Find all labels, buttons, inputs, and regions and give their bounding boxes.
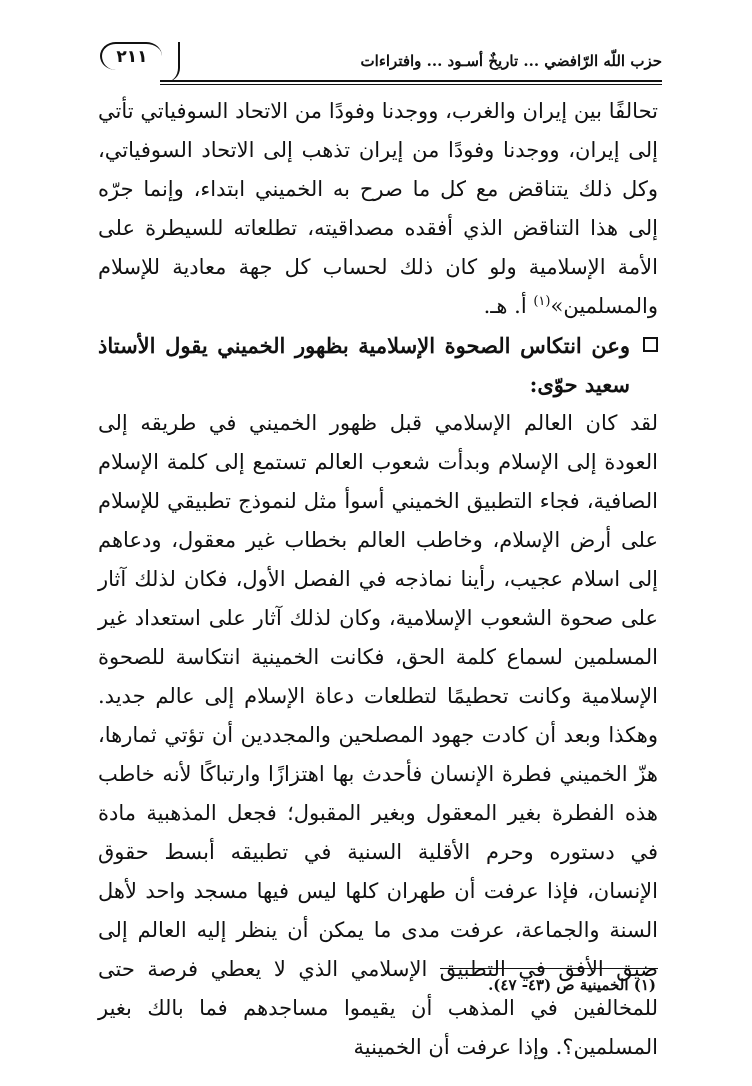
page-number: ٢١١ — [116, 47, 148, 67]
paragraph-text: تحالفًا بين إيران والغرب، ووجدنا وفودًا من الاتحاد السوفياتي تأتي إلى إيران، ووجدنا وفودًا من إيران تذهب إلى الاتحاد السوفياتي، وكل ذلك يتناقض مع كل ما صرح به الخميني ابتداء، وإنما جرّه إلى هذا التناقض الذي أفقده مصداقيته، تطلعاته للسيطرة على الأمة الإسلامية ولو كان ذلك لحساب كل جهة معادية للإسلام والمسلمين» — [98, 99, 658, 318]
running-title: حزب اللّه الرّافضي ... تاريخٌ أسـود ... وافتراءات — [360, 52, 662, 70]
paragraph-quote-continuation — [98, 92, 658, 326]
heading-text: وعن انتكاس الصحوة الإسلامية بظهور الخميني يقول الأستاذ سعيد حوّى: — [98, 333, 630, 397]
body-text — [98, 92, 658, 1067]
abbreviation-end: أ. هـ. — [483, 294, 534, 318]
footnote-rule — [440, 968, 658, 969]
footnote-reference: (١) — [533, 294, 551, 309]
header-corner-ornament — [158, 42, 180, 82]
section-heading — [98, 326, 658, 404]
footnote: (١) الخمينية ص (٤٣- ٤٧). — [488, 976, 656, 994]
header-rule — [160, 80, 662, 82]
paragraph-text: لقد كان العالم الإسلامي قبل ظهور الخميني في طريقه إلى العودة إلى الإسلام وبدأت شعوب العالم تستمع إلى كلمة الإسلام الصافية، فجاء التطبيق الخميني أسوأ مثل لنموذج تطبيقي للإسلام على أرض الإسلام، وخاطب العالم بخطاب غير معقول، ودعاهم إلى اسلام عجيب، رأينا نماذجه في الفصل الأول، فكان لذلك آثار على صحوة الشعوب الإسلامية، وكان لذلك آثار على استعداد غير المسلمين لسماع كلمة الحق، فكانت الخمينية انتكاسة للصحوة الإسلامية وكانت تحطيمًا لتطلعات دعاة الإسلام إلى عالم جديد. وهكذا وبعد أن كادت جهود المصلحين والمجددين أن تؤتي ثمارها، هزّ الخميني فطرة الإنسان فأحدث بها اهتزازًا وارتباكًا لأنه خاطب هذه الفطرة بغير المعقول وبغير المقبول؛ فجعل المذهبية مادة في دستوره وحرم الأقلية السنية في تطبيقه أبسط حقوق الإنسان، فإذا عرفت أن طهران كلها ليس فيها مسجد واحد لأهل السنة والجماعة، عرفت مدى ما يمكن أن ينظر إليه العالم إلى ضيق الأفق في التطبيق الإسلامي الذي لا يعطي فرصة حتى للمخالفين في المذهب أن يقيموا مساجدهم فما بالك بغير المسلمين؟. وإذا عرفت أن الخمينية — [98, 411, 658, 1059]
header-rule-thin — [160, 84, 662, 85]
square-bullet-icon — [643, 337, 658, 352]
page-header — [100, 40, 662, 86]
page-number-box — [100, 42, 162, 70]
